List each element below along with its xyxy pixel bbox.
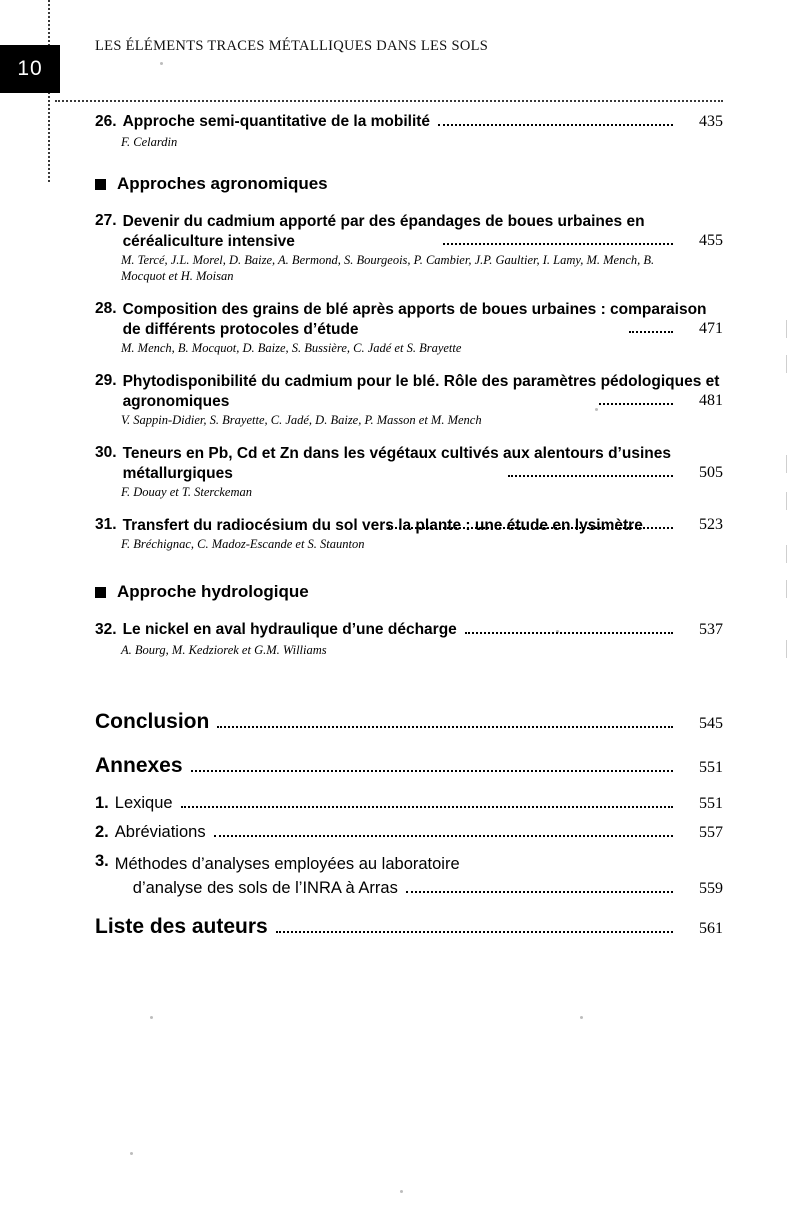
- entry-title: Phytodisponibilité du cadmium pour le blé. Rôle des paramètres pédologiques et agronomiques: [122, 373, 720, 410]
- entry-number: 1.: [95, 794, 109, 812]
- leader-dots: [388, 527, 673, 529]
- entry-title: Devenir du cadmium apporté par des épandages de boues urbaines en céréaliculture intensive: [122, 213, 645, 250]
- running-head: LES ÉLÉMENTS TRACES MÉTALLIQUES DANS LES SOLS: [95, 38, 489, 54]
- entry-page: 435: [699, 113, 723, 130]
- table-of-contents: [95, 112, 723, 948]
- entry-title: Lexique: [114, 794, 173, 812]
- toc-entry-liste-auteurs[interactable]: [95, 915, 723, 939]
- entry-title: Méthodes d’analyses employées au laboratoire: [114, 855, 460, 873]
- entry-title: Conclusion: [95, 710, 210, 733]
- toc-entry[interactable]: [95, 444, 723, 500]
- entry-title: Annexes: [95, 754, 183, 777]
- leader-dots: [181, 806, 673, 808]
- leader-dots: [629, 331, 673, 333]
- margin-tick: [786, 545, 787, 563]
- leader-dots: [443, 243, 673, 245]
- entry-page: 551: [699, 795, 723, 812]
- entry-title: Le nickel en aval hydraulique d’une décharge: [122, 621, 457, 638]
- entry-page: 537: [699, 621, 723, 638]
- paper-speck: [130, 1152, 133, 1155]
- entry-title: Transfert du radiocésium du sol vers la plante : une étude en lysimètre: [122, 517, 643, 534]
- entry-title: Composition des grains de blé après apports de boues urbaines : comparaison de différents protocoles d’étude: [122, 301, 707, 338]
- entry-number: 28.: [95, 300, 117, 317]
- leader-dots: [217, 726, 673, 728]
- paper-speck: [150, 1016, 153, 1019]
- margin-tick: [786, 455, 787, 473]
- entry-authors: M. Tercé, J.L. Morel, D. Baize, A. Bermond, S. Bourgeois, P. Cambier, J.P. Gaultier, I. Lamy, M. Mench, B. Mocquot et H. Moisan: [121, 253, 655, 283]
- entry-page: 559: [699, 880, 723, 897]
- toc-entry[interactable]: [95, 300, 723, 356]
- square-bullet-icon: [95, 179, 106, 190]
- leader-dots: [599, 403, 673, 405]
- entry-page: 455: [699, 232, 723, 249]
- section-heading-hydrologique: [95, 582, 723, 602]
- margin-tick: [786, 492, 787, 510]
- entry-title: Liste des auteurs: [95, 915, 268, 938]
- entry-title-line2: d’analyse des sols de l’INRA à Arras: [132, 879, 398, 897]
- margin-tick: [786, 580, 787, 598]
- leader-dots: [438, 124, 673, 126]
- entry-page: 557: [699, 824, 723, 841]
- entry-authors: A. Bourg, M. Kedziorek et G.M. Williams: [121, 643, 327, 657]
- entry-number: 29.: [95, 372, 117, 389]
- entry-page: 471: [699, 320, 723, 337]
- leader-dots: [406, 891, 673, 893]
- entry-authors: V. Sappin-Didier, S. Brayette, C. Jadé, D. Baize, P. Masson et M. Mench: [121, 413, 482, 427]
- leader-dots: [191, 770, 673, 772]
- toc-entry-methodes[interactable]: [95, 852, 723, 901]
- paper-speck: [400, 1190, 403, 1193]
- entry-number: 2.: [95, 823, 109, 841]
- entry-number: 27.: [95, 212, 117, 229]
- section-heading-label: Approches agronomiques: [117, 174, 328, 193]
- entry-authors: F. Celardin: [121, 135, 178, 149]
- paper-speck: [580, 1016, 583, 1019]
- toc-entry[interactable]: [95, 516, 723, 552]
- toc-entry-conclusion[interactable]: [95, 710, 723, 734]
- entry-number: 31.: [95, 516, 117, 533]
- margin-tick: [786, 355, 787, 373]
- paper-speck: [160, 62, 163, 65]
- entry-page: 523: [699, 516, 723, 533]
- toc-entry-abreviations[interactable]: [95, 823, 723, 843]
- margin-tick: [786, 640, 787, 658]
- entry-number: 3.: [95, 852, 109, 870]
- entry-page: 481: [699, 392, 723, 409]
- back-matter: [95, 710, 723, 939]
- entry-number: 26.: [95, 113, 117, 130]
- entry-page: 505: [699, 464, 723, 481]
- toc-entry[interactable]: [95, 212, 723, 284]
- entry-authors: M. Mench, B. Mocquot, D. Baize, S. Bussière, C. Jadé et S. Brayette: [121, 341, 462, 355]
- entry-authors: F. Bréchignac, C. Madoz-Escande et S. Staunton: [121, 537, 365, 551]
- toc-entry-annexes[interactable]: [95, 754, 723, 778]
- margin-tick: [786, 320, 787, 338]
- leader-dots: [276, 931, 673, 933]
- entry-page: 545: [699, 715, 723, 732]
- header-dotted-rule: [55, 100, 723, 102]
- square-bullet-icon: [95, 587, 106, 598]
- entry-page: 551: [699, 759, 723, 776]
- leader-dots: [508, 475, 673, 477]
- entry-page: 561: [699, 920, 723, 937]
- toc-entry[interactable]: [95, 112, 723, 150]
- leader-dots: [465, 632, 673, 634]
- entry-authors: F. Douay et T. Sterckeman: [121, 485, 252, 499]
- entry-title: Teneurs en Pb, Cd et Zn dans les végétaux cultivés aux alentours d’usines métallurgiques: [122, 445, 671, 482]
- section-heading-label: Approche hydrologique: [117, 582, 309, 601]
- entry-title: Approche semi-quantitative de la mobilité: [122, 113, 431, 130]
- section-heading-agronomiques: [95, 174, 723, 194]
- toc-entry[interactable]: [95, 372, 723, 428]
- entry-number: 30.: [95, 444, 117, 461]
- entry-number: 32.: [95, 621, 117, 638]
- toc-entry[interactable]: [95, 620, 723, 658]
- toc-entry-lexique[interactable]: [95, 794, 723, 814]
- leader-dots: [214, 835, 673, 837]
- entry-title: Abréviations: [114, 823, 206, 841]
- page-number-badge: 10: [0, 45, 60, 93]
